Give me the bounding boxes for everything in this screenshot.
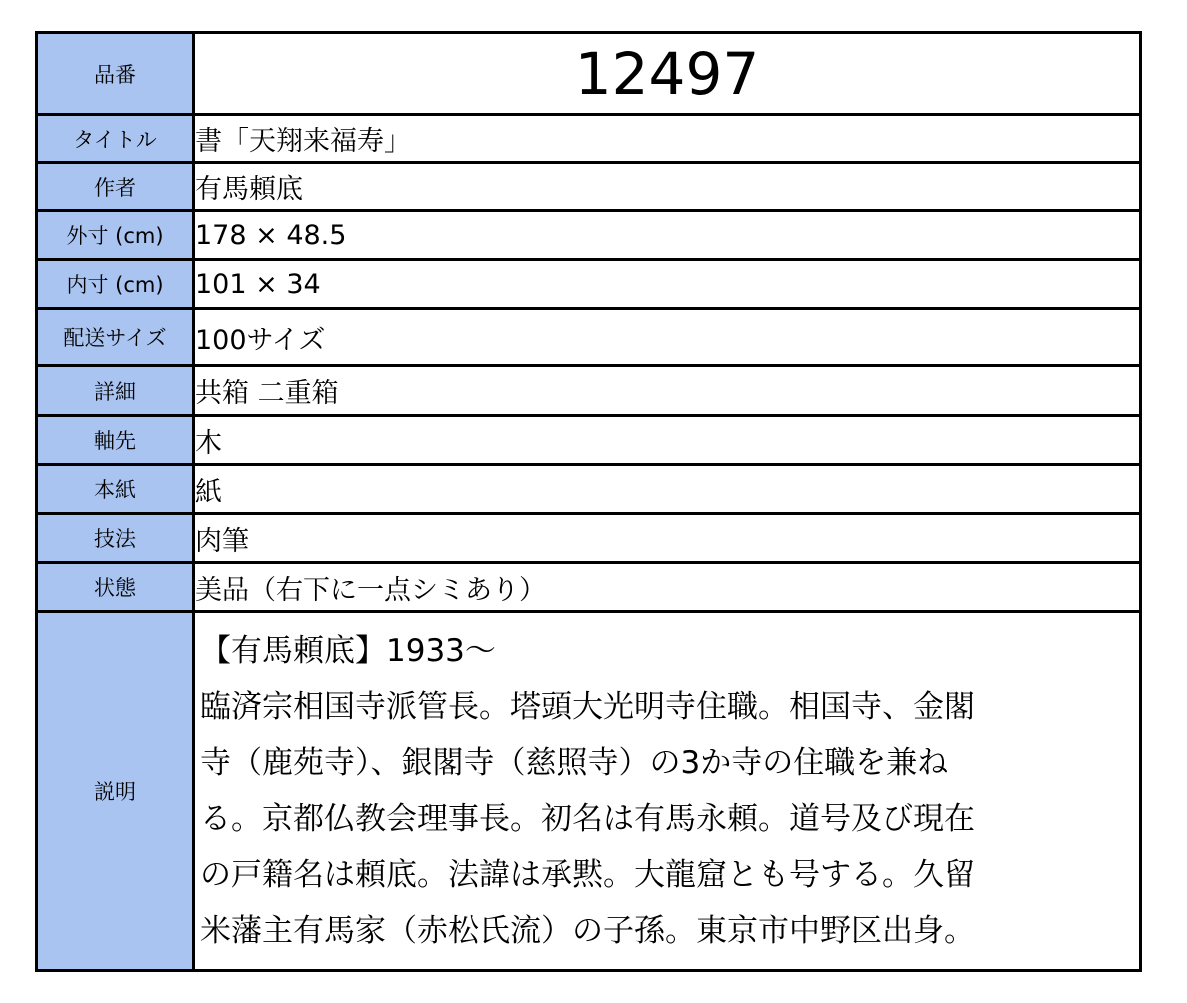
table-row: [37, 514, 1141, 563]
roller-end-label: 軸先: [37, 416, 194, 465]
product-number-label: 品番: [37, 33, 194, 115]
shipping-size-value: 100サイズ: [194, 309, 1141, 366]
details-label: 詳細: [37, 366, 194, 416]
table-row: [37, 33, 1141, 115]
description-value: [194, 612, 1141, 971]
table-row: [37, 309, 1141, 366]
title-value: 書「天翔来福寿」: [194, 115, 1141, 163]
inner-size-value: 101 × 34: [194, 260, 1141, 309]
details-value: 共箱 二重箱: [194, 366, 1141, 416]
paper-value: 紙: [194, 465, 1141, 514]
product-spec-table: [35, 31, 1142, 972]
technique-label: 技法: [37, 514, 194, 563]
table-row: [37, 115, 1141, 163]
author-value: 有馬頼底: [194, 163, 1141, 211]
paper-label: 本紙: [37, 465, 194, 514]
description-line: 【有馬頼底】1933〜: [200, 633, 496, 669]
condition-value: 美品（右下に一点シミあり）: [194, 563, 1141, 612]
description-line: 臨済宗相国寺派管長。塔頭大光明寺住職。相国寺、金閣: [200, 689, 975, 725]
table-row: [37, 211, 1141, 260]
outer-size-label: 外寸 (cm): [37, 211, 194, 260]
roller-end-value: 木: [194, 416, 1141, 465]
author-label: 作者: [37, 163, 194, 211]
condition-label: 状態: [37, 563, 194, 612]
description-label: 説明: [37, 612, 194, 971]
table-row: [37, 366, 1141, 416]
technique-value: 肉筆: [194, 514, 1141, 563]
table-row: [37, 563, 1141, 612]
title-label: タイトル: [37, 115, 194, 163]
description-line: る。京都仏教会理事長。初名は有馬永頼。道号及び現在: [200, 801, 975, 837]
outer-size-value: 178 × 48.5: [194, 211, 1141, 260]
table-row: [37, 612, 1141, 971]
table-row: [37, 465, 1141, 514]
shipping-size-label: 配送サイズ: [37, 309, 194, 366]
description-line: の戸籍名は頼底。法諱は承黙。大龍窟とも号する。久留: [200, 857, 975, 893]
description-line: 米藩主有馬家（赤松氏流）の子孫。東京市中野区出身。: [200, 913, 975, 949]
table-row: [37, 163, 1141, 211]
table-row: [37, 260, 1141, 309]
table-row: [37, 416, 1141, 465]
inner-size-label: 内寸 (cm): [37, 260, 194, 309]
product-number-value: 12497: [194, 33, 1141, 115]
description-line: 寺（鹿苑寺）、銀閣寺（慈照寺）の3か寺の住職を兼ね: [200, 745, 949, 781]
